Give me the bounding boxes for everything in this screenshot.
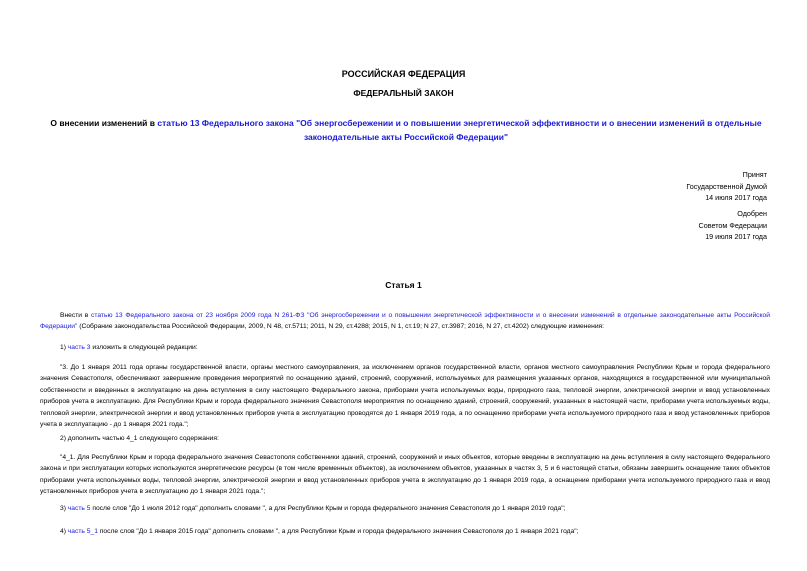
item-4-suffix: после слов "До 1 января 2015 года" дополнить словами ", а для Республики Крым и города федерального значения Севастополя до 1 января 2021 года"; <box>97 528 579 535</box>
item-2: 2) дополнить частью 4_1 следующего содержания: <box>60 435 219 442</box>
item-1-suffix: изложить в следующей редакции: <box>90 344 198 351</box>
item-3-suffix: после слов "До 1 июля 2012 года" дополнить словами ", а для Республики Крым и города федерального значения Севастополя до 1 января 2019 года"; <box>90 505 566 512</box>
item-4 <box>40 526 770 537</box>
item-3 <box>40 503 770 514</box>
intro-link[interactable]: статью 13 Федерального закона от 23 ноября 2009 года N 261-ФЗ "Об энергосбережении и о повышении энергетической эффективности и о внесении изменений в отдельные законодательные акты Российской Федерации" <box>40 312 770 331</box>
article-intro <box>40 310 770 333</box>
item-3-link[interactable]: часть 5 <box>67 505 91 512</box>
approved-date: 19 июля 2017 года <box>705 232 767 242</box>
article-title: Статья 1 <box>385 280 422 290</box>
item-1-prefix: 1) <box>60 344 68 351</box>
accepted-by: Государственной Думой <box>686 181 767 191</box>
item-1 <box>40 342 770 353</box>
item-4-prefix: 4) <box>60 528 68 535</box>
subtitle-prefix: О внесении изменений в <box>50 118 158 128</box>
state-title: РОССИЙСКАЯ ФЕДЕРАЦИЯ <box>341 69 466 79</box>
intro-prefix: Внести в <box>60 312 91 319</box>
approved-block <box>699 208 767 243</box>
approved-by: Советом Федерации <box>698 220 767 230</box>
intro-suffix: (Собрание законодательства Российской Федерации, 2009, N 48, ст.5711; 2011, N 29, ст.4288; 2015, N 1, ст.19; N 27, ст.3987; 2016, N 27, ст.4202) следующие изменения: <box>77 323 605 331</box>
item-1-link[interactable]: часть 3 <box>67 344 91 351</box>
subtitle-link[interactable]: статью 13 Федерального закона "Об энергосбережении и о повышении энергетической эффективности и о внесении изменений в отдельные законодательные акты Российской Федерации" <box>157 118 762 142</box>
approved-label: Одобрен <box>737 209 767 218</box>
quote-part-3: "3. До 1 января 2011 года органы государственной власти, органы местного самоуправления, за исключением органов государственной власти, органов местного самоуправления Республики Крым и города федерального значения Севастополя, обеспечивают завершение проведения мероприятий по оснащению зданий, строений, сооружений, используемых для размещения указанных органов, находящихся в государственной или муниципальной собственности и введенных в эксплуатацию на день вступления в силу настоящего Федерального закона, приборами учета используемых воды, природного газа, тепловой энергии, электрической энергии и ввод установленных приборов учета в эксплуатацию. Для Республики Крым и города федерального значения Севастополя мероприятия по оснащению зданий, строений, сооружений, указанных в настоящей части, приборами учета используемых воды, тепловой энергии, электрической энергии и ввод установленных приборов учета в эксплуатацию проводятся до 1 января 2019 года, а по оснащению приборами учета используемого природного газа и ввод установленных приборов учета в эксплуатацию - до 1 января 2021 года."; <box>40 364 770 429</box>
quote-part-4-1: "4_1. Для Республики Крым и города федерального значения Севастополя собственники зданий, строений, сооружений и иных объектов, которые введены в эксплуатацию на день вступления в силу настоящего Федерального закона и при эксплуатации которых используются энергетические ресурсы (в том числе временных объектов), за исключением объектов, указанных в частях 3, 5 и 6 настоящей статьи, обязаны завершить оснащение таких объектов приборами учета используемых воды, тепловой энергии, электрической энергии и ввод установленных приборов учета в эксплуатацию до 1 января 2019 года, а оснащение приборами учета используемого природного газа и ввод установленных приборов учета в эксплуатацию до 1 января 2021 года."; <box>40 454 770 496</box>
accepted-block <box>686 169 767 204</box>
accepted-date: 14 июля 2017 года <box>705 193 767 203</box>
law-type-title: ФЕДЕРАЛЬНЫЙ ЗАКОН <box>353 88 454 98</box>
law-subtitle <box>50 116 762 144</box>
item-3-prefix: 3) <box>60 505 68 512</box>
accepted-label: Принят <box>742 170 767 179</box>
item-4-link[interactable]: часть 5_1 <box>67 528 98 535</box>
